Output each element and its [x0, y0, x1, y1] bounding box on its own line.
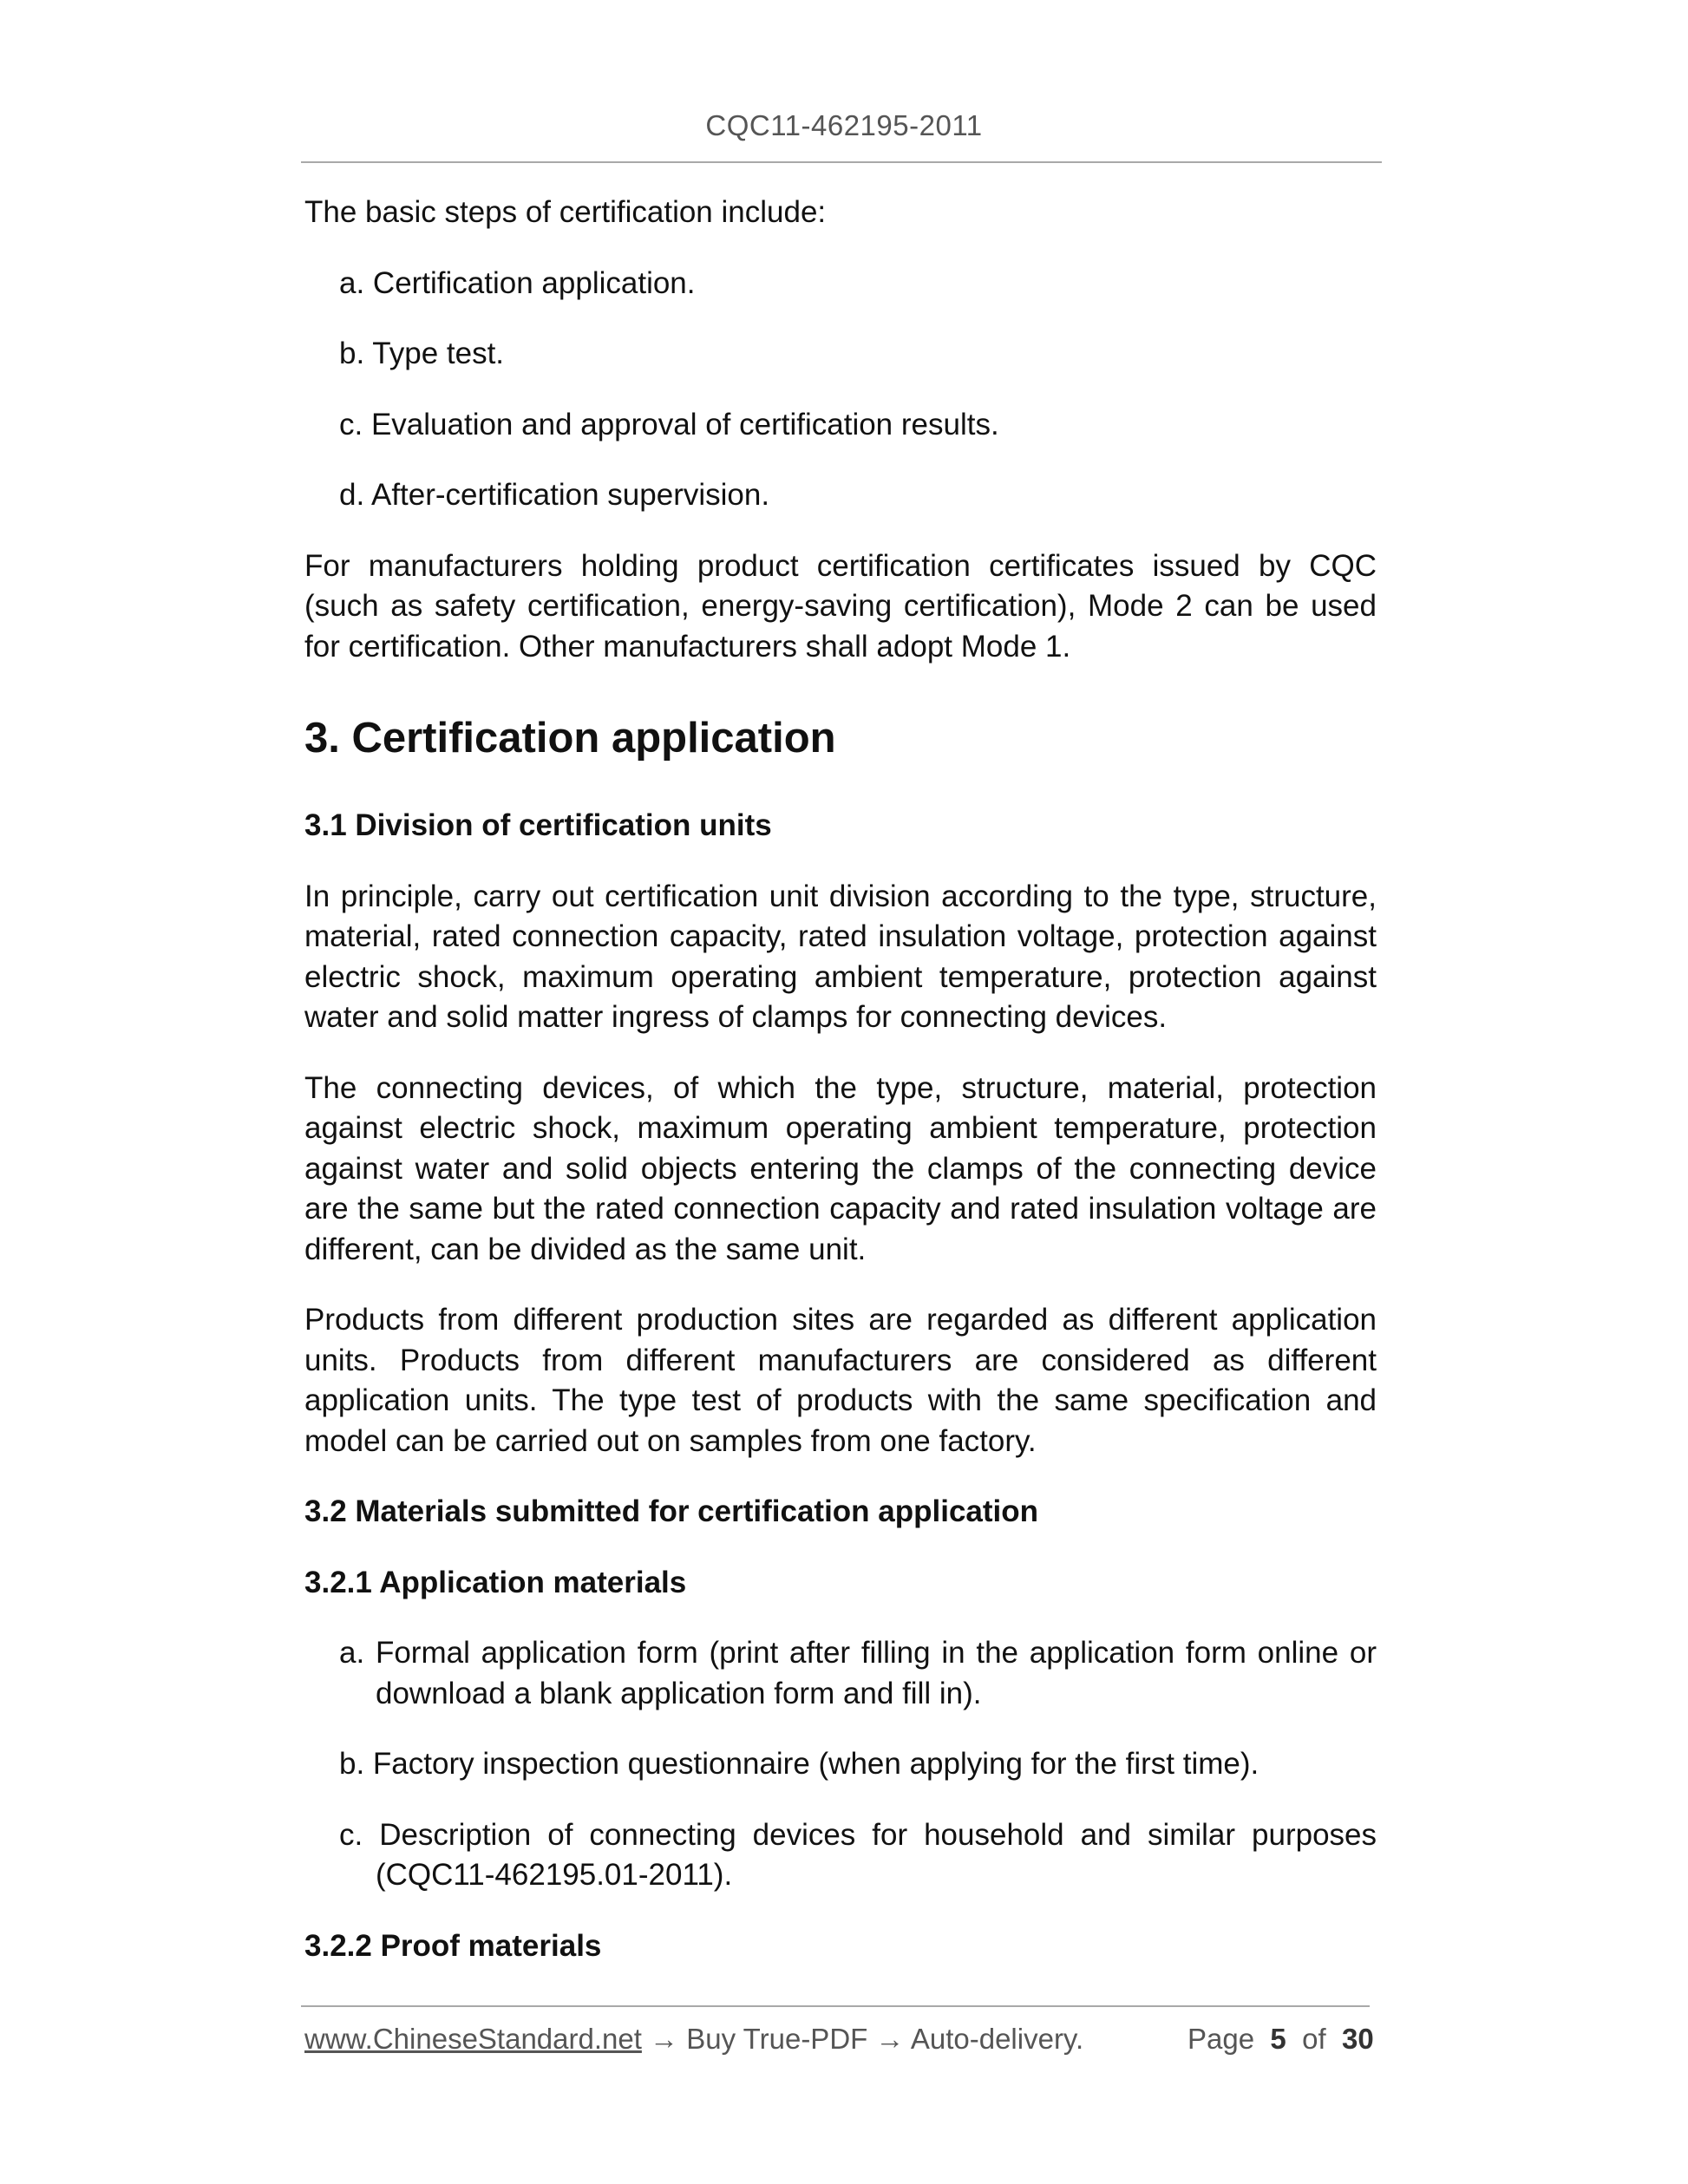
- step-item-c: c. Evaluation and approval of certification results.: [339, 407, 999, 441]
- page-content: [304, 193, 1377, 1966]
- section-3-1-paragraph: The connecting devices, of which the type, structure, material, protection against electric shock, maximum operating ambient temperature, protection against water and solid objects entering the clamps of the connecting device are the same but the rated connection capacity and rated insulation voltage are different, can be divided as the same unit.: [304, 1070, 1377, 1266]
- mode-paragraph: For manufacturers holding product certification certificates issued by CQC (such as safety certification, energy-saving certification), Mode 2 can be used for certification. Other manufacturers shall adopt Mode 1.: [304, 548, 1377, 664]
- page-of: of: [1302, 2023, 1326, 2055]
- section-3-heading: 3. Certification application: [304, 715, 836, 762]
- header-divider: [301, 161, 1382, 163]
- section-3-2-heading: 3.2 Materials submitted for certification application: [304, 1494, 1039, 1528]
- header-doc-code: CQC11-462195-2011: [705, 109, 983, 141]
- section-3-1-paragraph: In principle, carry out certification unit division according to the type, structure, material, rated connection capacity, rated insulation voltage, protection against electric shock, maximum operating ambient temperature, protection against water and solid matter ingress of clamps for connecting devices.: [304, 879, 1377, 1034]
- arrow-icon: →: [875, 2023, 905, 2055]
- footer-buy-text: Buy True-PDF: [686, 2023, 868, 2055]
- steps-title: The basic steps of certification include:: [304, 195, 827, 229]
- step-item-d: d. After-certification supervision.: [339, 478, 770, 512]
- application-item-b: b. Factory inspection questionnaire (when applying for the first time).: [339, 1747, 1259, 1781]
- footer: [304, 2023, 1083, 2056]
- footer-divider: [301, 2005, 1370, 2007]
- application-item-c: c. Description of connecting devices for household and similar purposes (CQC11-462195.01-2011).: [339, 1817, 1377, 1892]
- section-3-2-2-heading: 3.2.2 Proof materials: [304, 1928, 602, 1963]
- section-3-1-paragraph: Products from different production sites are regarded as different application units. Products from different manufacturers are considered as different application units. The type test of products with the same specification and model can be carried out on samples from one factory.: [304, 1303, 1377, 1458]
- step-item-b: b. Type test.: [339, 337, 505, 370]
- footer-website-link[interactable]: www.ChineseStandard.net: [304, 2023, 642, 2055]
- application-item-a: a. Formal application form (print after filling in the application form online or download a blank application form and fill in).: [339, 1636, 1377, 1710]
- page-current: 5: [1270, 2023, 1286, 2055]
- page-label: Page: [1187, 2023, 1255, 2055]
- section-3-2-1-heading: 3.2.1 Application materials: [304, 1565, 687, 1599]
- page-total: 30: [1342, 2023, 1374, 2055]
- step-item-a: a. Certification application.: [339, 265, 696, 300]
- footer-delivery-text: Auto-delivery.: [910, 2023, 1084, 2055]
- page-number: [1187, 2023, 1374, 2056]
- arrow-icon: →: [650, 2023, 679, 2055]
- section-3-1-heading: 3.1 Division of certification units: [304, 808, 772, 842]
